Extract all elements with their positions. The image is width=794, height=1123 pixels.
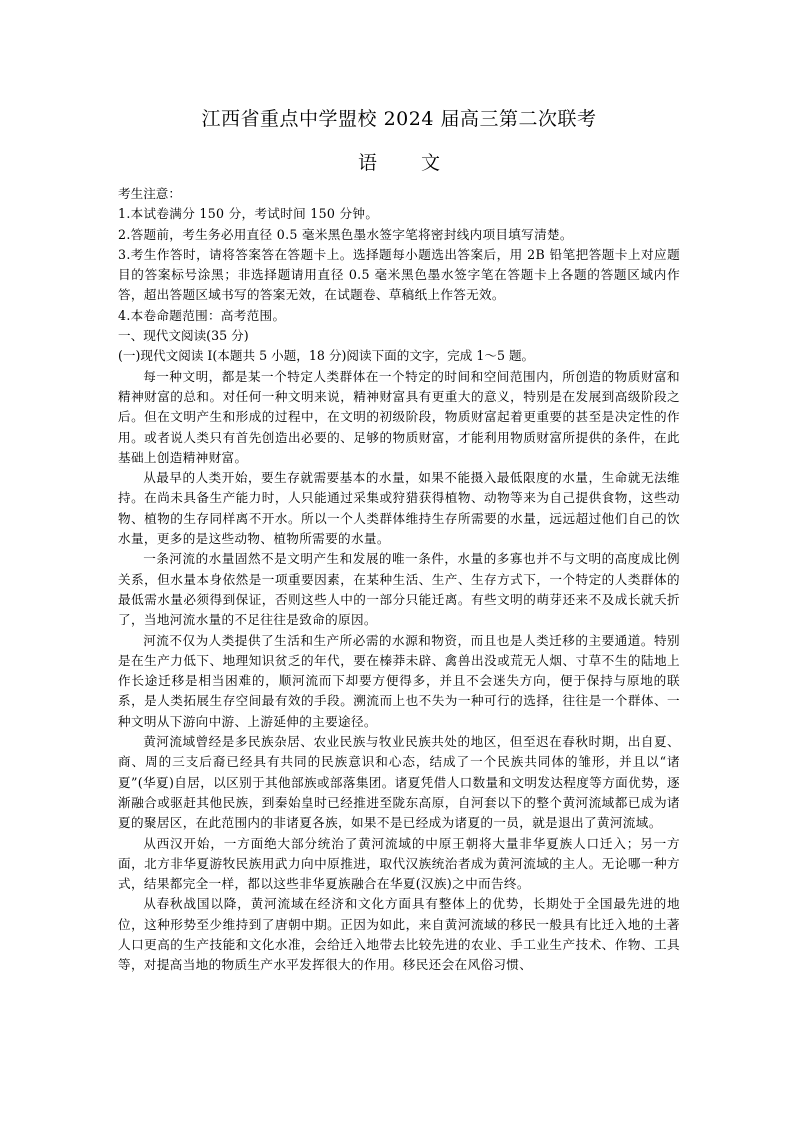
exam-page — [118, 104, 680, 976]
passage-paragraph: 从春秋战国以降，黄河流域在经济和文化方面具有整体上的优势，长期处于全国最先进的地位，这种形势至少维持到了唐朝中期。正因为如此，来自黄河流域的移民一般具有比迁入地的土著人口更高的生产技能和文化水准，会给迁入地带去比较先进的农业、手工业生产技术、作物、工具等，对提高当地的物质生产水平发挥很大的作用。移民还会在风俗习惯、 — [118, 896, 680, 973]
passage-paragraph: 一条河流的水量固然不是文明产生和发展的唯一条件，水量的多寡也并不与文明的高度成比例关系，但水量本身依然是一项重要因素，在某种生活、生产、生存方式下，一个特定的人类群体的最低需水量必须得到保证，否则这些人中的一部分只能迁离。有些文明的萌芽还来不及成长就夭折了，当地河流水量的不足往往是致命的原因。 — [118, 551, 680, 628]
notice-item: 3.考生作答时，请将答案答在答题卡上。选择题每小题选出答案后，用 2B 铅笔把答题卡上对应题目的答案标号涂黑；非选择题请用直径 0.5 毫米黑色墨水签字笔在答题卡上各题的答题区域内作答，超出答题区域书写的答案无效，在试题卷、草稿纸上作答无效。 — [118, 246, 680, 303]
exam-title: 江西省重点中学盟校 2024 届高三第二次联考 — [201, 108, 597, 130]
notice-item: 1.本试卷满分 150 分，考试时间 150 分钟。 — [118, 206, 379, 222]
subject-char-2: 文 — [421, 152, 441, 174]
section-heading: 一、现代文阅读(35 分) — [118, 328, 249, 344]
section-subheading: (一)现代文阅读 I(本题共 5 小题，18 分)阅读下面的文字，完成 1～5 题。 — [118, 348, 535, 364]
passage-paragraph: 河流不仅为人类提供了生活和生产所必需的水源和物资，而且也是人类迁移的主要通道。特别是在生产力低下、地理知识贫乏的年代，要在榛莽未辟、禽兽出没或荒无人烟、寸草不生的陆地上作长途迁移是相当困难的，顺河流而下却要方便得多，并且不会迷失方向，便于保持与原地的联系，是人类拓展生存空间最有效的手段。溯流而上也不失为一种可行的选择，往往是一个群体、一种文明从下游向中游、上游延伸的主要途径。 — [118, 632, 680, 729]
passage-paragraph: 黄河流域曾经是多民族杂居、农业民族与牧业民族共处的地区，但至迟在春秋时期，出自夏、商、周的三支后裔已经具有共同的民族意识和心态，结成了一个民族共同体的雏形，并且以“诸夏”(华夏)自居，以区别于其他部族或部落集团。诸夏凭借人口数量和文明发达程度等方面优势，逐渐融合或驱赶其他民族，到秦始皇时已经推进至陇东高原，自河套以下的整个黄河流域都已成为诸夏的聚居区，在此范围内的非诸夏各族，如果不是已经成为诸夏的一员，就是退出了黄河流域。 — [118, 734, 680, 831]
notice-item: 2.答题前，考生务必用直径 0.5 毫米黑色墨水签字笔将密封线内项目填写清楚。 — [118, 226, 573, 242]
passage-paragraph: 每一种文明，都是某一个特定人类群体在一个特定的时间和空间范围内，所创造的物质财富和精神财富的总和。对任何一种文明来说，精神财富具有更重大的意义，特别是在发展到高级阶段之后。但在文明产生和形成的过程中，在文明的初级阶段，物质财富起着更重要的甚至是决定性的作用。或者说人类只有首先创造出必要的、足够的物质财富，才能利用物质财富所提供的条件，在此基础上创造精神财富。 — [118, 368, 680, 465]
notice-heading: 考生注意： — [118, 186, 181, 201]
subject-char-1: 语 — [357, 152, 377, 174]
passage-paragraph: 从西汉开始，一方面绝大部分统治了黄河流域的中原王朝将大量非华夏族人口迁入；另一方面，北方非华夏游牧民族用武力向中原推进，取代汉族统治者成为黄河流域的主人。无论哪一种方式，结果都完全一样，都以这些非华夏族融合在华夏(汉族)之中而告终。 — [118, 835, 680, 892]
subject-title — [118, 148, 680, 178]
passage-paragraph: 从最早的人类开始，要生存就需要基本的水量，如果不能摄入最低限度的水量，生命就无法维持。在尚未具备生产能力时，人只能通过采集或狩猎获得植物、动物等来为自己提供食物，这些动物、植物的生存同样离不开水。所以一个人类群体维持生存所需要的水量，远远超过他们自己的饮水量，更多的是这些动物、植物所需要的水量。 — [118, 470, 680, 547]
notice-item: 4.本卷命题范围：高考范围。 — [118, 307, 286, 323]
